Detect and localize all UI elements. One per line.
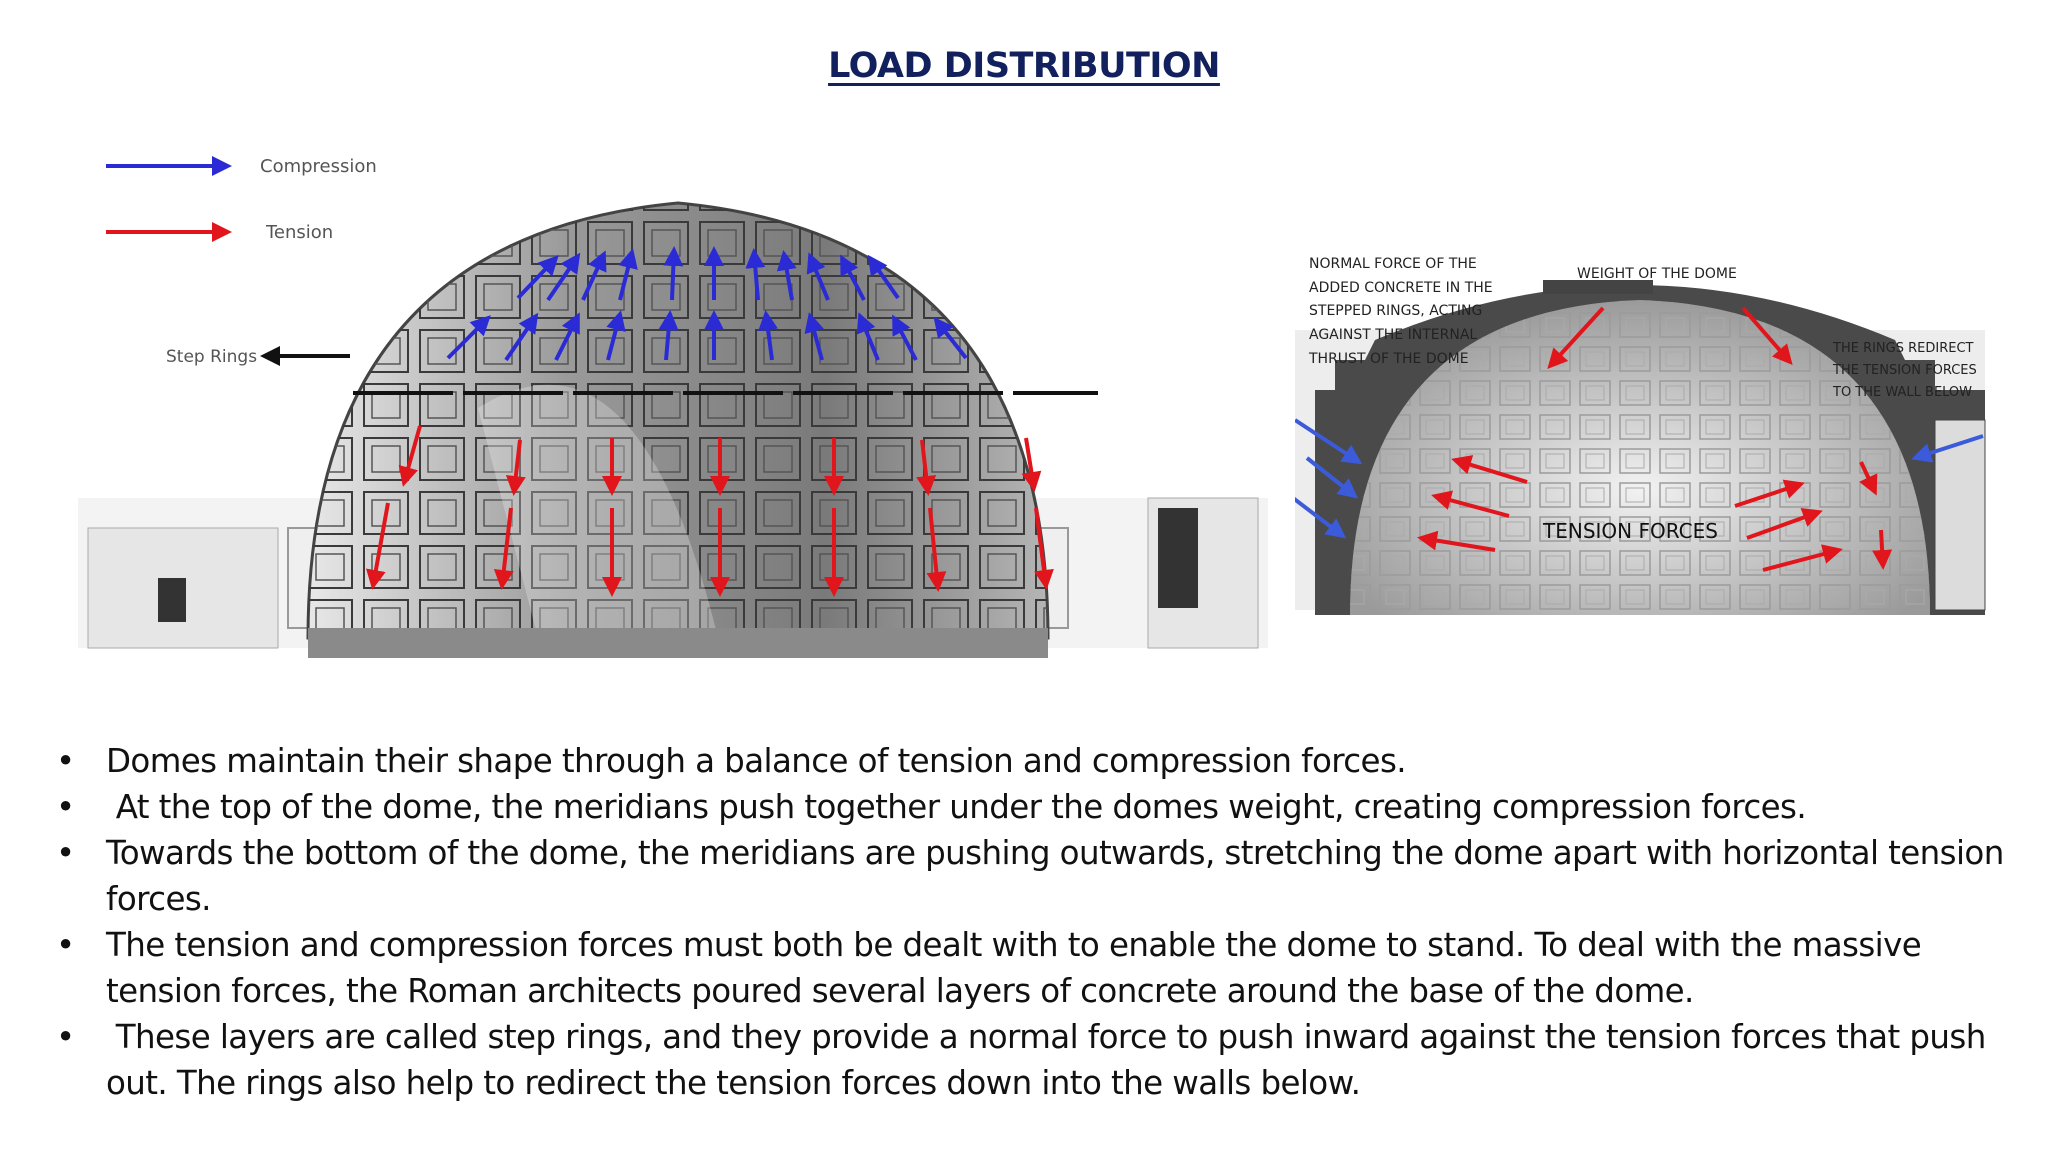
bullet-item: • Domes maintain their shape through a balance of tension and compression forces. [56,742,1407,780]
svg-text:NORMAL FORCE OF THE: NORMAL FORCE OF THE [1309,256,1477,272]
page-title: LOAD DISTRIBUTION [828,46,1220,86]
svg-text:ADDED CONCRETE IN THE: ADDED CONCRETE IN THE [1309,280,1493,296]
weight-of-dome-label: WEIGHT OF THE DOME [1577,266,1737,282]
tension-forces-label: TENSION FORCES [1543,519,1718,543]
legend-compression: Compression [260,156,377,177]
legend-tension: Tension [266,222,334,243]
rings-redirect-label [1832,341,1977,400]
svg-text:STEPPED RINGS, ACTING: STEPPED RINGS, ACTING [1309,303,1483,319]
bullet-list [48,738,2008,1106]
bullet-item: • Towards the bottom of the dome, the meridians are pushing outwards, stretching the dome apart with horizontal tension forces. [56,834,2004,918]
dome-force-diagram-left [78,108,1268,668]
svg-text:TO THE WALL BELOW: TO THE WALL BELOW [1833,385,1973,400]
svg-text:AGAINST THE INTERNAL: AGAINST THE INTERNAL [1309,327,1478,343]
bullet-item: • The tension and compression forces must both be dealt with to enable the dome to stand. To deal with the massive tension forces, the Roman architects poured several layers of concrete around the base of the dome. [56,926,1922,1010]
normal-force-label [1308,256,1493,367]
dome-force-diagram-right [1295,240,2015,620]
svg-text:THRUST OF THE DOME: THRUST OF THE DOME [1309,351,1469,367]
svg-text:THE TENSION FORCES: THE TENSION FORCES [1833,363,1977,378]
step-rings-label: Step Rings [166,347,258,367]
svg-text:THE RINGS REDIRECT: THE RINGS REDIRECT [1833,341,1974,356]
bullet-item: • At the top of the dome, the meridians push together under the domes weight, creating compression forces. [56,788,1807,826]
bullet-item: • These layers are called step rings, and they provide a normal force to push inward against the tension forces that push out. The rings also help to redirect the tension forces down into the walls below. [56,1018,1996,1102]
